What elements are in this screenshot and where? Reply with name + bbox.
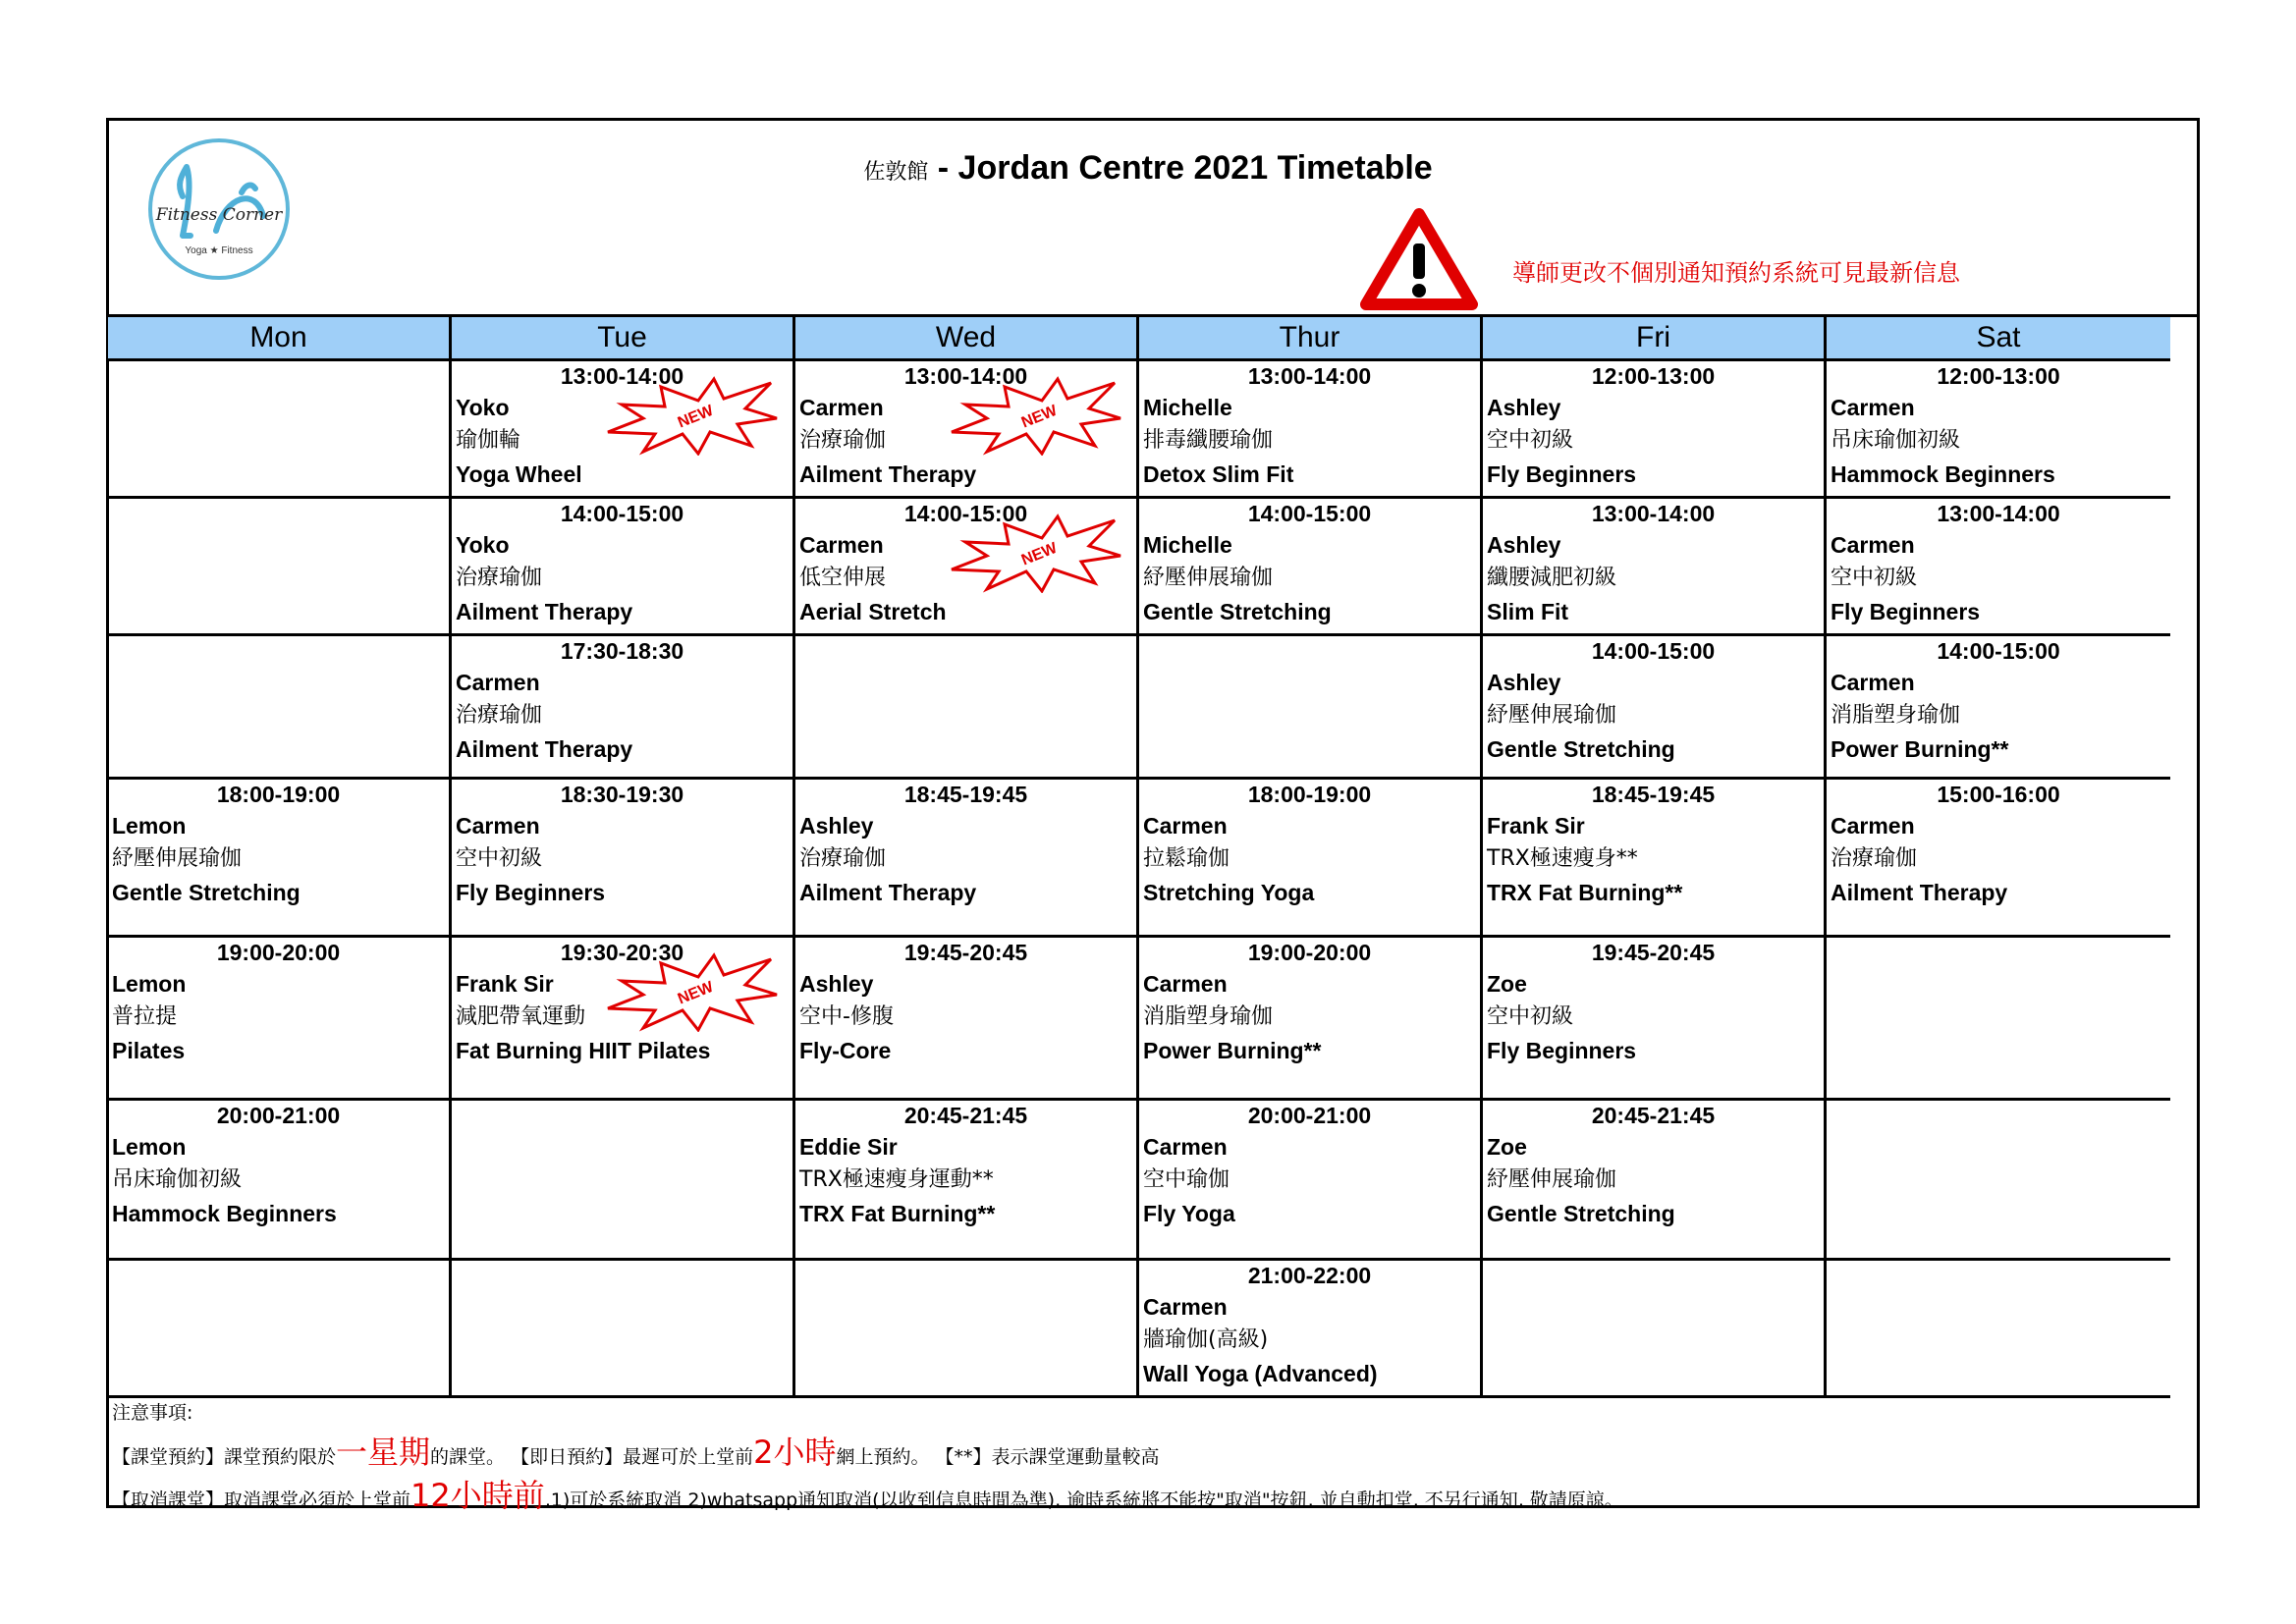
class-teacher: Ashley <box>1487 670 1561 695</box>
class-name-en: TRX Fat Burning** <box>1487 880 1683 905</box>
class-name-cn: 瑜伽輪 <box>456 428 521 453</box>
class-name-en: Slim Fit <box>1487 599 1569 624</box>
class-slot <box>452 636 795 780</box>
class-name-en: Power Burning** <box>1143 1038 1322 1063</box>
class-name-cn: 紓壓伸展瑜伽 <box>1143 566 1274 590</box>
class-slot <box>1139 1261 1483 1398</box>
same-day-rule-text: 的課堂。 【即日預約】最遲可於上堂前 <box>430 1446 754 1468</box>
day-header: Tue <box>452 317 795 361</box>
class-teacher: Lemon <box>112 813 187 839</box>
class-slot <box>1483 780 1827 938</box>
class-teacher: Frank Sir <box>1487 813 1585 839</box>
new-badge-icon <box>948 375 1122 456</box>
class-teacher: Carmen <box>456 813 540 839</box>
class-name-cn: TRX極速瘦身運動** <box>799 1167 994 1192</box>
class-teacher: Ashley <box>1487 532 1561 558</box>
class-name-en: Ailment Therapy <box>456 599 633 624</box>
intensity-note-text: 網上預約。 【**】表示課堂運動量較高 <box>836 1446 1160 1468</box>
cancel-twelve-hours: 12小時前 <box>410 1477 545 1514</box>
class-teacher: Carmen <box>1831 813 1915 839</box>
class-name-en: Gentle Stretching <box>112 880 301 905</box>
class-time: 18:00-19:00 <box>216 782 341 807</box>
class-name-en: Detox Slim Fit <box>1143 461 1294 487</box>
class-teacher: Michelle <box>1143 532 1232 558</box>
class-slot <box>795 499 1139 636</box>
class-time: 19:45-20:45 <box>1591 940 1716 965</box>
class-time: 13:00-14:00 <box>1937 501 2060 526</box>
class-name-en: Fly Beginners <box>1831 599 1981 624</box>
class-teacher: Ashley <box>799 971 874 997</box>
class-time: 14:00-15:00 <box>903 501 1028 526</box>
timetable-grid <box>108 314 2198 1394</box>
class-name-cn: 紓壓伸展瑜伽 <box>1487 703 1617 728</box>
class-name-cn: 排毒纖腰瑜伽 <box>1143 428 1274 453</box>
cancel-rule-text: 【取消課堂】取消課堂必須於上堂前 <box>112 1489 411 1511</box>
class-name-en: Fly Yoga <box>1143 1201 1235 1226</box>
class-time: 20:45-21:45 <box>903 1103 1028 1128</box>
new-badge-icon <box>604 375 779 456</box>
class-time: 17:30-18:30 <box>560 638 684 664</box>
class-name-en: Ailment Therapy <box>799 880 977 905</box>
notes-heading: 注意事項: <box>112 1402 193 1424</box>
class-teacher: Carmen <box>1831 532 1915 558</box>
class-slot <box>452 938 795 1101</box>
class-name-en: Yoga Wheel <box>456 461 582 487</box>
class-slot <box>108 499 452 636</box>
svg-text:NEW: NEW <box>675 402 716 432</box>
class-name-en: Power Burning** <box>1831 736 2009 762</box>
class-slot <box>1139 361 1483 499</box>
class-time: 12:00-13:00 <box>1591 363 1716 389</box>
class-teacher: Zoe <box>1487 971 1527 997</box>
title-chinese: 佐敦館 <box>863 160 929 185</box>
class-teacher: Eddie Sir <box>799 1134 898 1160</box>
class-name-cn: 紓壓伸展瑜伽 <box>112 846 243 871</box>
class-time: 18:00-19:00 <box>1247 782 1372 807</box>
class-teacher: Carmen <box>1831 670 1915 695</box>
class-slot <box>108 361 452 499</box>
class-slot <box>1139 1101 1483 1261</box>
class-name-en: Fly Beginners <box>1487 1038 1637 1063</box>
class-slot <box>1827 1261 2170 1398</box>
day-header: Wed <box>795 317 1139 361</box>
class-time: 14:00-15:00 <box>1937 638 2060 664</box>
class-name-en: TRX Fat Burning** <box>799 1201 996 1226</box>
class-slot <box>1139 780 1483 938</box>
class-teacher: Yoko <box>456 532 510 558</box>
class-teacher: Lemon <box>112 1134 187 1160</box>
class-name-cn: TRX極速瘦身** <box>1487 846 1638 871</box>
class-slot <box>1483 938 1827 1101</box>
class-name-cn: 治療瑜伽 <box>456 566 543 590</box>
notes-booking-line <box>112 1428 1160 1473</box>
class-slot <box>795 1101 1139 1261</box>
class-name-cn: 減肥帶氧運動 <box>456 1004 586 1029</box>
class-time: 13:00-14:00 <box>1591 501 1716 526</box>
class-teacher: Frank Sir <box>456 971 554 997</box>
notes-cancel-line <box>112 1471 1623 1516</box>
class-name-cn: 治療瑜伽 <box>456 703 543 728</box>
class-time: 13:00-14:00 <box>560 363 684 389</box>
day-header: Mon <box>108 317 452 361</box>
class-teacher: Carmen <box>1143 971 1228 997</box>
booking-one-week: 一星期 <box>336 1434 431 1471</box>
class-name-en: Fly-Core <box>799 1038 892 1063</box>
class-teacher: Carmen <box>799 532 884 558</box>
class-name-cn: 低空伸展 <box>799 566 887 590</box>
class-time: 19:45-20:45 <box>903 940 1028 965</box>
class-slot <box>1483 1101 1827 1261</box>
warning-icon <box>1360 208 1478 310</box>
class-slot <box>1139 938 1483 1101</box>
class-name-en: Pilates <box>112 1038 186 1063</box>
class-name-en: Ailment Therapy <box>456 736 633 762</box>
class-time: 14:00-15:00 <box>1247 501 1372 526</box>
class-teacher: Lemon <box>112 971 187 997</box>
class-time: 12:00-13:00 <box>1937 363 2060 389</box>
class-time: 15:00-16:00 <box>1937 782 2060 807</box>
class-name-en: Stretching Yoga <box>1143 880 1315 905</box>
day-header: Sat <box>1827 317 2170 361</box>
class-slot <box>1483 1261 1827 1398</box>
class-time: 18:45-19:45 <box>1591 782 1716 807</box>
day-header: Fri <box>1483 317 1827 361</box>
class-time: 13:00-14:00 <box>1247 363 1372 389</box>
class-name-cn: 空中-修腹 <box>799 1004 894 1029</box>
class-slot <box>452 361 795 499</box>
class-slot <box>452 780 795 938</box>
class-slot <box>1483 361 1827 499</box>
class-time: 20:45-21:45 <box>1591 1103 1716 1128</box>
class-name-cn: 纖腰減肥初級 <box>1487 566 1617 590</box>
class-name-cn: 治療瑜伽 <box>1831 846 1918 871</box>
class-slot <box>108 1261 452 1398</box>
class-slot <box>1483 499 1827 636</box>
class-teacher: Carmen <box>456 670 540 695</box>
class-name-cn: 吊床瑜伽初級 <box>1831 428 1961 453</box>
warning-text: 導師更改不個別通知預約系統可見最新信息 <box>1512 259 1960 287</box>
class-teacher: Carmen <box>1831 395 1915 420</box>
class-name-en: Ailment Therapy <box>1831 880 2008 905</box>
class-name-en: Hammock Beginners <box>112 1201 337 1226</box>
booking-two-hours: 2小時 <box>753 1434 837 1471</box>
class-teacher: Michelle <box>1143 395 1232 420</box>
class-time: 19:00-20:00 <box>216 940 341 965</box>
booking-rule-text: 【課堂預約】課堂預約限於 <box>112 1446 337 1468</box>
class-teacher: Carmen <box>799 395 884 420</box>
class-slot <box>795 1261 1139 1398</box>
class-time: 18:45-19:45 <box>903 782 1028 807</box>
class-name-cn: 拉鬆瑜伽 <box>1143 846 1230 871</box>
class-name-cn: 空中瑜伽 <box>1143 1167 1230 1192</box>
class-teacher: Yoko <box>456 395 510 420</box>
class-teacher: Carmen <box>1143 1294 1228 1320</box>
class-slot <box>1827 499 2170 636</box>
class-name-en: Fly Beginners <box>1487 461 1637 487</box>
class-name-en: Aerial Stretch <box>799 599 947 624</box>
class-name-cn: 空中初級 <box>1487 428 1574 453</box>
class-slot <box>1483 636 1827 780</box>
page-title <box>0 149 2296 189</box>
class-name-en: Wall Yoga (Advanced) <box>1143 1361 1378 1386</box>
svg-text:NEW: NEW <box>675 978 716 1008</box>
class-time: 21:00-22:00 <box>1247 1263 1372 1288</box>
class-name-en: Fly Beginners <box>456 880 606 905</box>
class-slot <box>1827 636 2170 780</box>
class-name-cn: 消脂塑身瑜伽 <box>1831 703 1961 728</box>
class-slot <box>108 938 452 1101</box>
class-slot <box>1827 780 2170 938</box>
class-slot <box>1139 499 1483 636</box>
class-name-en: Fat Burning HIIT Pilates <box>456 1038 711 1063</box>
class-time: 18:30-19:30 <box>560 782 684 807</box>
class-slot <box>1827 1101 2170 1261</box>
class-slot <box>452 499 795 636</box>
cancel-method-text: ,1)可於系統取消 2)whatsapp通知取消(以收到信息時間為準), 逾時系統將不能按"取消"按鈕, 並自動扣堂, 不另行通知, 敬請原諒。 <box>544 1489 1623 1511</box>
class-time: 14:00-15:00 <box>560 501 684 526</box>
class-slot <box>795 636 1139 780</box>
class-name-cn: 治療瑜伽 <box>799 428 887 453</box>
class-slot <box>108 636 452 780</box>
class-name-cn: 牆瑜伽(高級) <box>1143 1327 1269 1352</box>
class-slot <box>452 1261 795 1398</box>
svg-text:NEW: NEW <box>1018 539 1060 569</box>
class-slot <box>108 1101 452 1261</box>
class-teacher: Carmen <box>1143 813 1228 839</box>
class-name-cn: 空中初級 <box>456 846 543 871</box>
class-name-cn: 消脂塑身瑜伽 <box>1143 1004 1274 1029</box>
class-slot <box>795 361 1139 499</box>
svg-text:Yoga ★ Fitness: Yoga ★ Fitness <box>185 245 253 256</box>
class-time: 20:00-21:00 <box>1247 1103 1372 1128</box>
class-slot <box>795 938 1139 1101</box>
class-teacher: Ashley <box>799 813 874 839</box>
new-badge-icon <box>948 513 1122 593</box>
svg-text:NEW: NEW <box>1018 402 1060 432</box>
class-name-en: Hammock Beginners <box>1831 461 2055 487</box>
class-name-cn: 治療瑜伽 <box>799 846 887 871</box>
class-name-en: Gentle Stretching <box>1487 736 1675 762</box>
class-time: 20:00-21:00 <box>216 1103 341 1128</box>
class-name-en: Gentle Stretching <box>1487 1201 1675 1226</box>
class-slot <box>795 780 1139 938</box>
class-slot <box>1139 636 1483 780</box>
class-name-en: Gentle Stretching <box>1143 599 1332 624</box>
class-name-cn: 空中初級 <box>1831 566 1918 590</box>
class-teacher: Ashley <box>1487 395 1561 420</box>
svg-text:Fitness Corner: Fitness Corner <box>155 205 283 225</box>
class-name-cn: 吊床瑜伽初級 <box>112 1167 243 1192</box>
class-name-cn: 空中初級 <box>1487 1004 1574 1029</box>
class-name-cn: 普拉提 <box>112 1004 178 1029</box>
class-name-cn: 紓壓伸展瑜伽 <box>1487 1167 1617 1192</box>
title-english: - Jordan Centre 2021 Timetable <box>937 149 1433 187</box>
class-teacher: Zoe <box>1487 1134 1527 1160</box>
class-time: 14:00-15:00 <box>1591 638 1716 664</box>
class-slot <box>452 1101 795 1261</box>
class-time: 19:30-20:30 <box>560 940 684 965</box>
class-slot <box>1827 361 2170 499</box>
class-name-en: Ailment Therapy <box>799 461 977 487</box>
class-time: 13:00-14:00 <box>903 363 1028 389</box>
class-slot <box>1827 938 2170 1101</box>
class-slot <box>108 780 452 938</box>
new-badge-icon <box>604 951 779 1032</box>
day-header: Thur <box>1139 317 1483 361</box>
class-teacher: Carmen <box>1143 1134 1228 1160</box>
class-time: 19:00-20:00 <box>1247 940 1372 965</box>
